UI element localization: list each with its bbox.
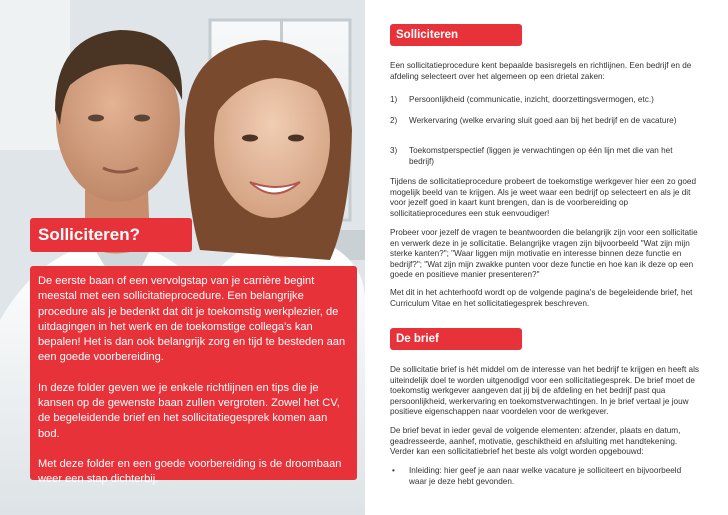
list-number: 3) bbox=[390, 146, 398, 155]
list-text: Werkervaring (welke ervaring sluit goed aan bij het bedrijf en de vacature) bbox=[409, 116, 677, 125]
list-number: 2) bbox=[390, 116, 398, 125]
bullet-dot: • bbox=[392, 466, 395, 475]
left-title: Solliciteren? bbox=[30, 218, 192, 252]
list-text: Toekomstperspectief (liggen je verwachtingen op één lijn met die van het bedrijf) bbox=[409, 146, 673, 166]
brief-paragraph: De sollicitatie brief is hét middel om de interesse van het bedrijf te krijgen en heeft als uiteindelijk doel te worden uitgenodigd voor een sollicitatiegesprek. De brief moet de toekomstig werkgever aangeven dat jij bij de afdeling en het bedrijf past qua persoonlijkheid, werkervaring en toekomstverwachtingen. In je brief vertaal je jouw positieve eigenschappen naar voordelen voor de werkgever. bbox=[390, 365, 700, 417]
intro-box bbox=[30, 266, 357, 486]
solliciteren-paragraph: Met dit in het achterhoofd wordt op de volgende pagina's de begeleidende brief, het Curriculum Vitae en het sollicitatiegesprek beschreven. bbox=[390, 288, 693, 308]
brief-paragraph: De brief bevat in ieder geval de volgende elementen: afzender, plaats en datum, geadresseerde, aanhef, motivatie, geschiktheid en afsluiting met handtekening. Verder kan een sollicitatiebrief het beste als volgt worden opgebouwd: bbox=[390, 426, 681, 457]
intro-paragraph: Met deze folder en een goede voorbereiding is de droombaan weer een stap dichterbij. bbox=[38, 457, 342, 486]
solliciteren-paragraph: Probeer voor jezelf de vragen te beantwoorden die belangrijk zijn voor een sollicitatie en verwerk deze in je sollicitatie. Belangrijke vragen zijn bijvoorbeeld "Wat zijn mijn sterke kanten?"; "Waar liggen mijn motivatie en interesse binnen deze functie en bedrijf?"; "Wat zijn mijn zwakke punten voor deze functie en hoe kan ik deze op een goede en positieve manier presenteren?" bbox=[390, 228, 698, 280]
intro-paragraph: In deze folder geven we je enkele richtlijnen en tips die je kansen op de gewenste baan zullen vergroten. Zowel het CV, de begeleidende brief en het sollicitatiegesprek komen aan bod. bbox=[38, 381, 340, 440]
solliciteren-paragraph: Tijdens de sollicitatieprocedure probeert de toekomstige werkgever hier een zo goed mogelijk beeld van te krijgen. Als je weet waar een bedrijf op selecteert en als je dit voor jezelf goed in kaart kunt brengen, dan is de voorbereiding op sollicitatieprocedures een stuk eenvoudiger! bbox=[390, 177, 696, 218]
section-heading-solliciteren: Solliciteren bbox=[390, 24, 522, 46]
list-number: 1) bbox=[390, 95, 398, 104]
solliciteren-intro: Een sollicitatieprocedure kent bepaalde basisregels en richtlijnen. Een bedrijf en de afdeling selecteert over het algemeen op een drietal zaken: bbox=[390, 61, 692, 81]
section-heading-brief: De brief bbox=[390, 328, 522, 350]
intro-paragraph: De eerste baan of een vervolgstap van je carrière begint meestal met een sollicitatieprocedure. Een belangrijke procedure als je bedenkt dat dit je toekomstig werkplezier, de uitdagingen in het werk en de toekomstige collega's kan bepalen! Het is dan ook belangrijk zorg en tijd te besteden aan een goede voorbereiding. bbox=[38, 275, 346, 364]
list-text: Persoonlijkheid (communicatie, inzicht, doorzettingsvermogen, etc.) bbox=[409, 95, 654, 104]
bullet-text: Inleiding: hier geef je aan naar welke vacature je solliciteert en bijvoorbeeld waar je deze hebt gevonden. bbox=[409, 466, 682, 486]
